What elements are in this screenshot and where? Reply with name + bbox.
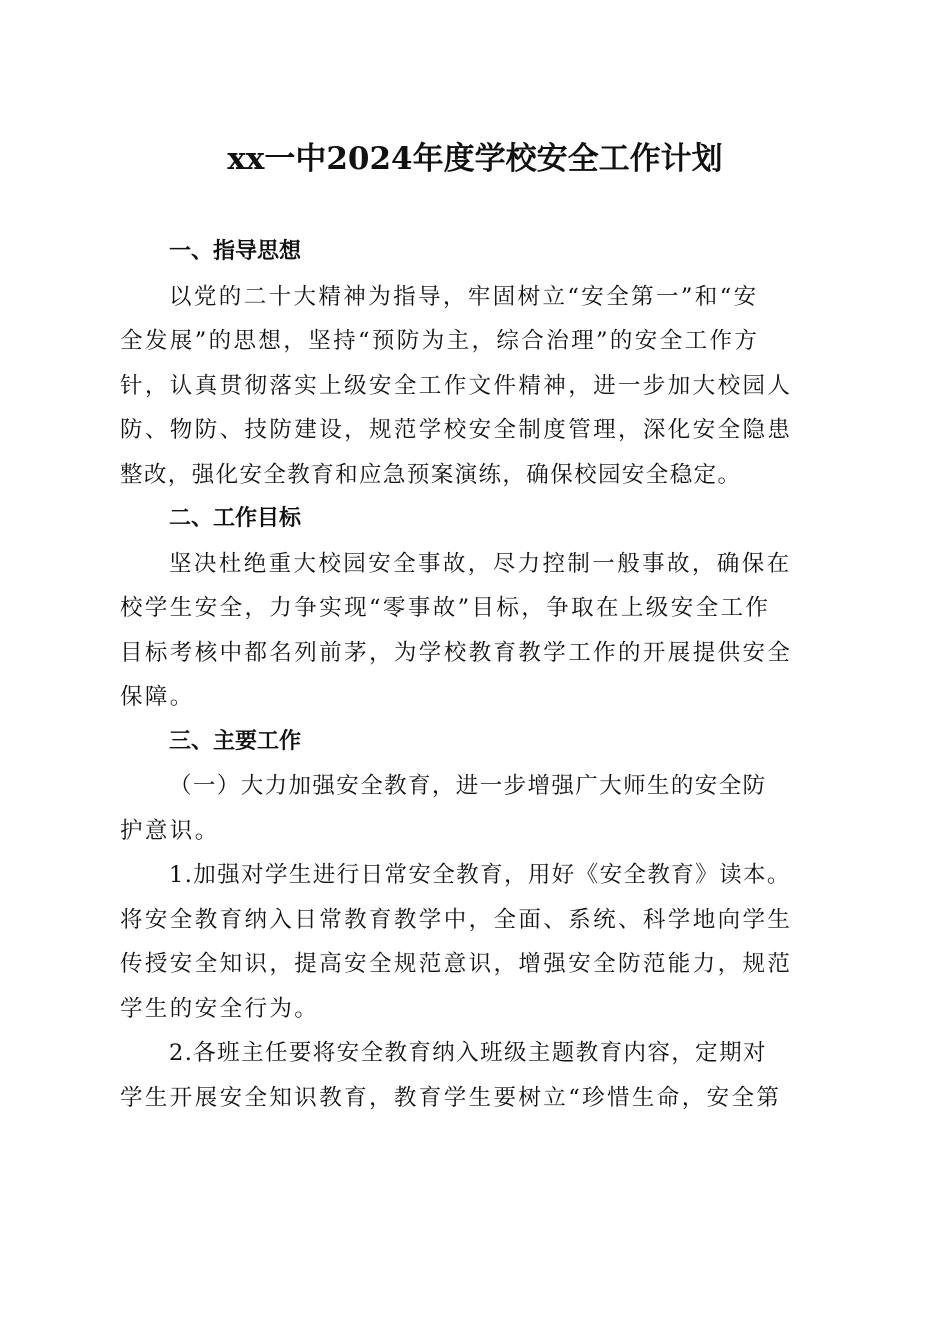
paragraph-line: 以党的二十大精神为指导，牢固树立“安全第一”和“安 xyxy=(169,283,759,310)
paragraph-line: 保障。 xyxy=(120,684,195,710)
paragraph-line: 整改，强化安全教育和应急预案演练，确保校园安全稳定。 xyxy=(120,461,742,488)
section-heading-main-work: 三、主要工作 xyxy=(169,728,302,754)
paragraph-line: 校学生安全，力争实现“零事故”目标，争取在上级安全工作 xyxy=(120,595,771,621)
paragraph-line: 将安全教育纳入日常教育教学中，全面、系统、科学地向学生 xyxy=(120,906,793,933)
document-body xyxy=(120,230,830,1120)
paragraph-line: 针，认真贯彻落实上级安全工作文件精神，进一步加大校园人 xyxy=(120,372,793,399)
paragraph-line: 防、物防、技防建设，规范学校安全制度管理，深化安全隐患 xyxy=(120,417,793,443)
paragraph-line: 传授安全知识，提高安全规范意识，增强安全防范能力，规范 xyxy=(120,951,793,977)
paragraph-line: 2.各班主任要将安全教育纳入班级主题教育内容，定期对 xyxy=(169,1040,767,1066)
paragraph-line: 目标考核中都名列前茅，为学校教育教学工作的开展提供安全 xyxy=(120,639,793,666)
document-title: xx一中2024年度学校安全工作计划 xyxy=(227,141,723,177)
paragraph-line: 学生开展安全知识教育，教育学生要树立“珍惜生命，安全第 xyxy=(120,1084,782,1111)
section-heading-work-goals: 二、工作目标 xyxy=(169,506,302,531)
paragraph-line: 全发展”的思想，坚持“预防为主，综合治理”的安全工作方 xyxy=(120,328,760,354)
paragraph-line: 学生的安全行为。 xyxy=(120,995,320,1022)
section-heading-guiding-ideology: 一、指导思想 xyxy=(169,239,302,264)
paragraph-line: （一）大力加强安全教育，进一步增强广大师生的安全防 xyxy=(169,773,767,799)
paragraph-line: 坚决杜绝重大校园安全事故，尽力控制一般事故，确保在 xyxy=(169,550,792,577)
paragraph-line: 1.加强对学生进行日常安全教育，用好《安全教育》读本。 xyxy=(169,862,791,888)
paragraph-line: 护意识。 xyxy=(120,817,220,844)
